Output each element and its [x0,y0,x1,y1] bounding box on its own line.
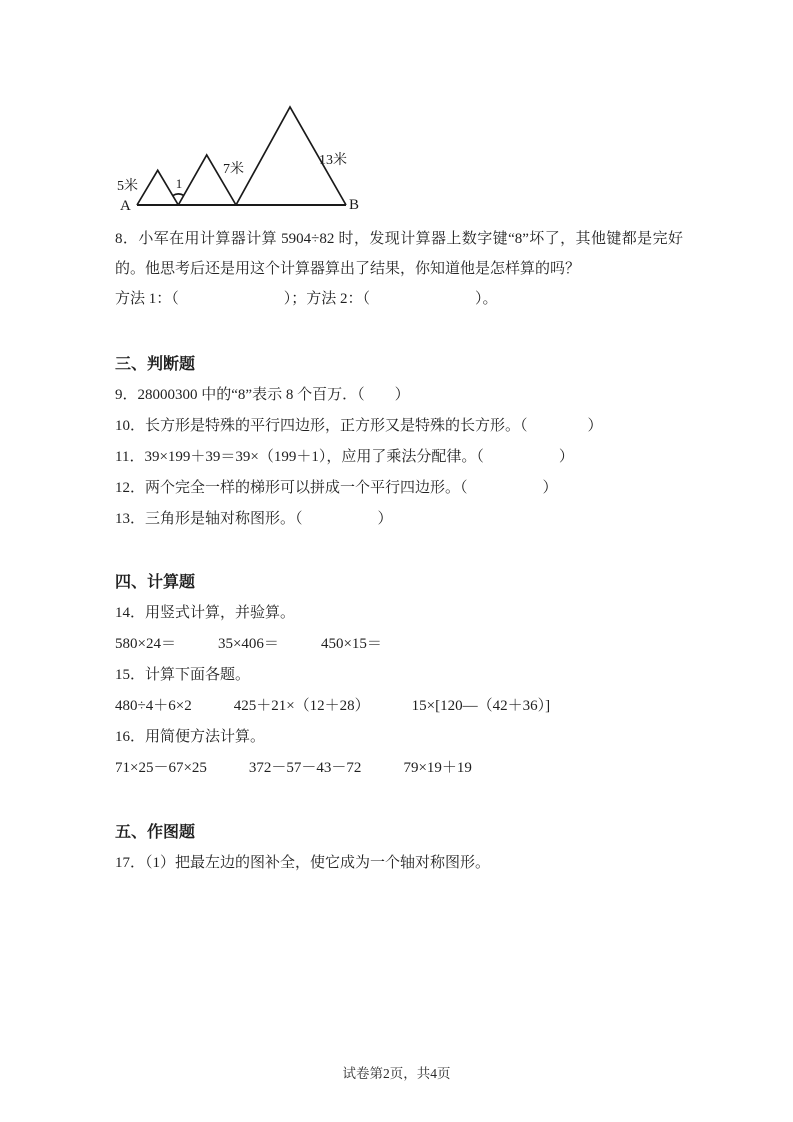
judgment-item-9: 9．28000300 中的“8”表示 8 个百万．（ ） [115,387,410,403]
question-8-answer-blanks: 方法 1：（ ）；方法 2：（ ）。 [115,291,498,307]
question-17-label: 17．（1）把最左边的图补全，使它成为一个轴对称图形。 [115,855,491,871]
figure-angle-arc [173,194,184,196]
figure-label-angle-1: 1 [175,176,183,191]
judgment-item-11: 11．39×199＋39＝39×（199＋1），应用了乘法分配律。（ ） [115,449,574,465]
question-8-text: 8．小军在用计算器计算 5904÷82 时，发现计算器上数字键“8”坏了，其他键都是完好的。他思考后还是用这个计算器算出了结果，你知道他是怎样算的吗？ [115,231,683,277]
expression: 79×19＋19 [403,760,472,776]
section-heading-calculation: 四、计算题 [115,574,196,591]
figure-label-5m: 5米 [117,179,138,194]
expression: 480÷4＋6×2 [115,698,192,714]
figure-label-13m: 13米 [319,153,347,168]
expression: 15×[120—（42＋36）] [411,698,551,714]
expression: 35×406＝ [217,636,279,652]
question-15-label: 15．计算下面各题。 [115,667,251,683]
expression: 425＋21×（12＋28） [233,698,370,714]
judgment-item-10: 10．长方形是特殊的平行四边形，正方形又是特殊的长方形。（ ） [115,418,603,434]
question-15-expressions [115,691,683,722]
mountain-triangles-figure [113,98,363,216]
figure-label-point-b: B [349,197,360,213]
expression: 71×25－67×25 [115,760,207,776]
expression: 580×24＝ [115,636,176,652]
exam-content [0,98,793,879]
figure-triangle-small [137,170,178,205]
question-16-expressions [115,753,683,784]
expression: 372－57－43－72 [248,760,362,776]
figure-label-7m: 7米 [223,162,244,177]
judgment-item-12: 12．两个完全一样的梯形可以拼成一个平行四边形。（ ） [115,480,558,496]
section-heading-judgment: 三、判断题 [115,356,196,373]
section-heading-drawing: 五、作图题 [115,824,196,841]
question-14-label: 14．用竖式计算，并验算。 [115,605,296,621]
question-14-expressions [115,629,683,660]
expression: 450×15＝ [320,636,382,652]
judgment-item-13: 13．三角形是轴对称图形。（ ） [115,511,393,527]
question-16-label: 16．用简便方法计算。 [115,729,266,745]
figure-label-point-a: A [120,198,131,214]
page-footer: 试卷第2页，共4页 [342,1066,451,1081]
